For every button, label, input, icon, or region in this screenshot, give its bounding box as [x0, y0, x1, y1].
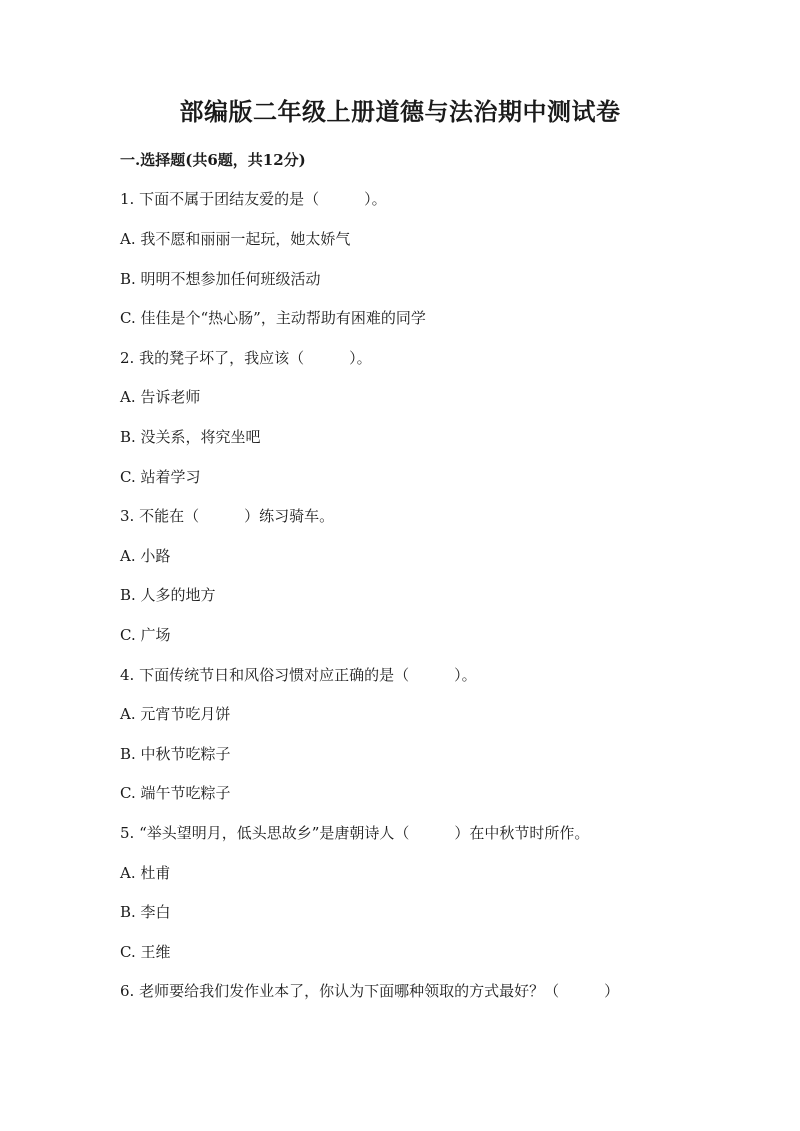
question-5-option-b: B. 李白: [120, 903, 171, 921]
question-1-option-a: A. 我不愿和丽丽一起玩，她太娇气: [120, 230, 351, 248]
question-1-option-c: C. 佳佳是个“热心肠”，主动帮助有困难的同学: [120, 309, 426, 327]
question-4-stem: 4. 下面传统节日和风俗习惯对应正确的是（ ）。: [120, 666, 477, 684]
question-5-option-a: A. 杜甫: [120, 864, 171, 882]
question-2-option-b: B. 没关系，将究坐吧: [120, 428, 261, 446]
question-3-option-a: A. 小路: [120, 547, 171, 565]
question-2-option-c: C. 站着学习: [120, 468, 201, 486]
question-4-option-b: B. 中秋节吃粽子: [120, 745, 231, 763]
section-heading: 一.选择题(共6题，共12分): [120, 151, 306, 169]
question-3-option-c: C. 广场: [120, 626, 171, 644]
question-5-option-c: C. 王维: [120, 943, 171, 961]
question-4-option-a: A. 元宵节吃月饼: [120, 705, 231, 723]
question-6-stem: 6. 老师要给我们发作业本了，你认为下面哪种领取的方式最好？（ ）: [120, 982, 620, 1000]
page-title: 部编版二年级上册道德与法治期中测试卷: [179, 97, 621, 126]
question-1-stem: 1. 下面不属于团结友爱的是（ ）。: [120, 190, 387, 208]
question-2-stem: 2. 我的凳子坏了，我应该（ ）。: [120, 349, 372, 367]
question-1-option-b: B. 明明不想参加任何班级活动: [120, 270, 321, 288]
question-3-stem: 3. 不能在（ ）练习骑车。: [120, 507, 335, 525]
question-3-option-b: B. 人多的地方: [120, 586, 216, 604]
question-4-option-c: C. 端午节吃粽子: [120, 784, 231, 802]
question-2-option-a: A. 告诉老师: [120, 388, 201, 406]
question-5-stem: 5. “举头望明月，低头思故乡”是唐朝诗人（ ）在中秋节时所作。: [120, 824, 590, 842]
